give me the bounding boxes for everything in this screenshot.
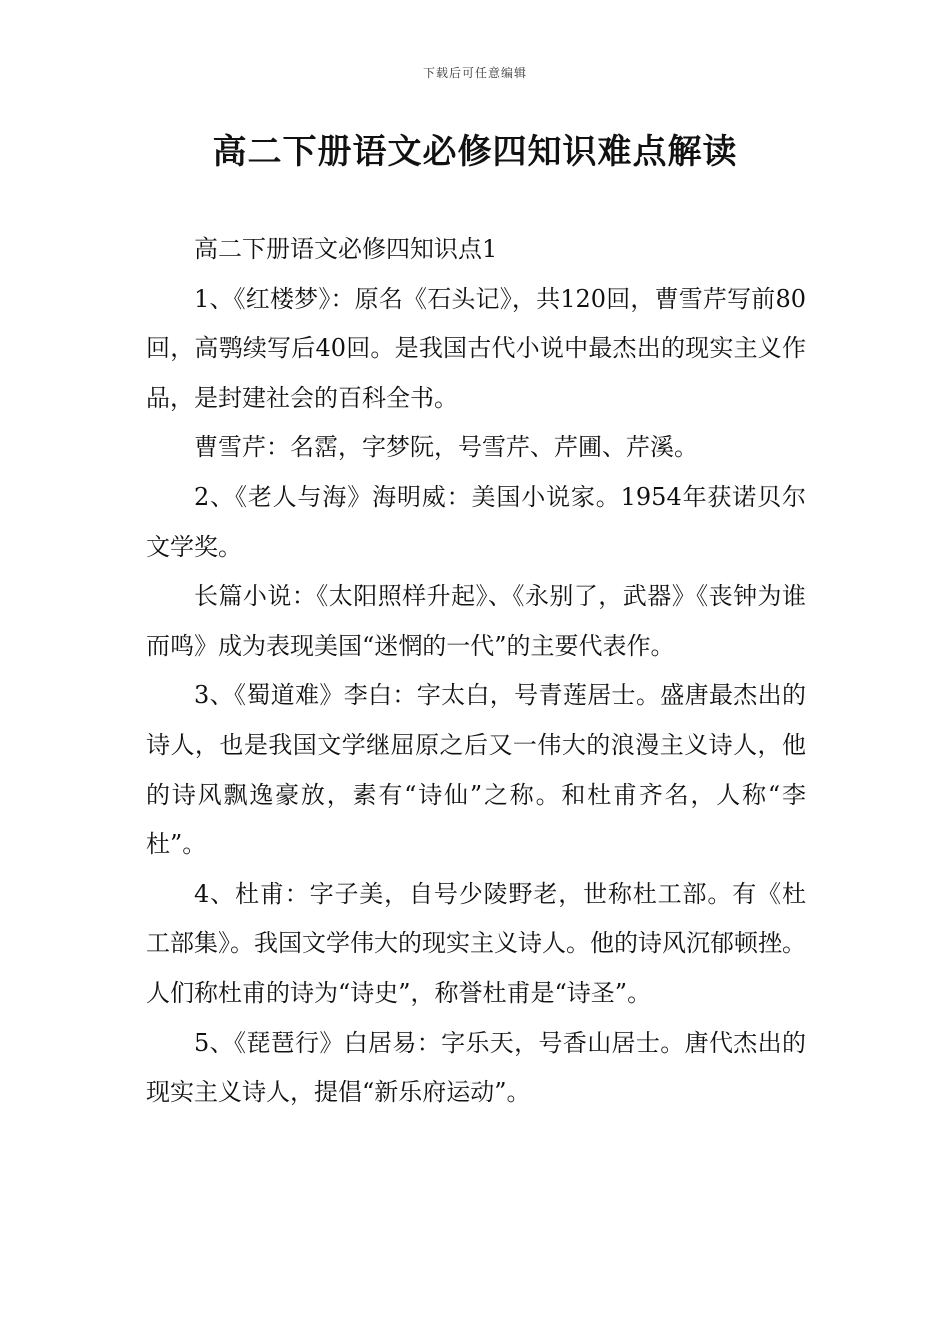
document-body <box>146 225 806 1118</box>
document-title: 高二下册语文必修四知识难点解读 <box>212 132 738 172</box>
header-note: 下载后可任意编辑 <box>422 66 527 80</box>
paragraph-li-bai: 3、《蜀道难》李白：字太白，号青莲居士。盛唐最杰出的诗人，也是我国文学继屈原之后又一伟大的浪漫主义诗人，他的诗风飘逸豪放，素有“诗仙”之称。和杜甫齐名，人称“李杜”。 <box>146 681 806 859</box>
section-heading: 高二下册语文必修四知识点1 <box>194 235 498 263</box>
paragraph-bai-juyi: 5、《琵琶行》白居易：字乐天，号香山居士。唐代杰出的现实主义诗人，提倡“新乐府运动”。 <box>146 1028 806 1107</box>
paragraph-hongloumeng: 1、《红楼梦》：原名《石头记》，共120回，曹雪芹写前80回，高鹗续写后40回。是我国古代小说中最杰出的现实主义作品，是封建社会的百科全书。 <box>146 284 806 412</box>
paragraph-du-fu: 4、杜甫：字子美，自号少陵野老，世称杜工部。有《杜工部集》。我国文学伟大的现实主义诗人。他的诗风沉郁顿挫。人们称杜甫的诗为“诗史”，称誉杜甫是“诗圣”。 <box>146 879 806 1007</box>
paragraph-old-man-and-sea: 2、《老人与海》海明威：美国小说家。1954年获诺贝尔文学奖。 <box>146 482 806 561</box>
paragraph-hemingway-novels: 长篇小说：《太阳照样升起》、《永别了，武器》《丧钟为谁而鸣》成为表现美国“迷惘的一代”的主要代表作。 <box>146 582 806 660</box>
paragraph-cao-xueqin: 曹雪芹：名霑，字梦阮，号雪芹、芹圃、芹溪。 <box>194 433 698 462</box>
